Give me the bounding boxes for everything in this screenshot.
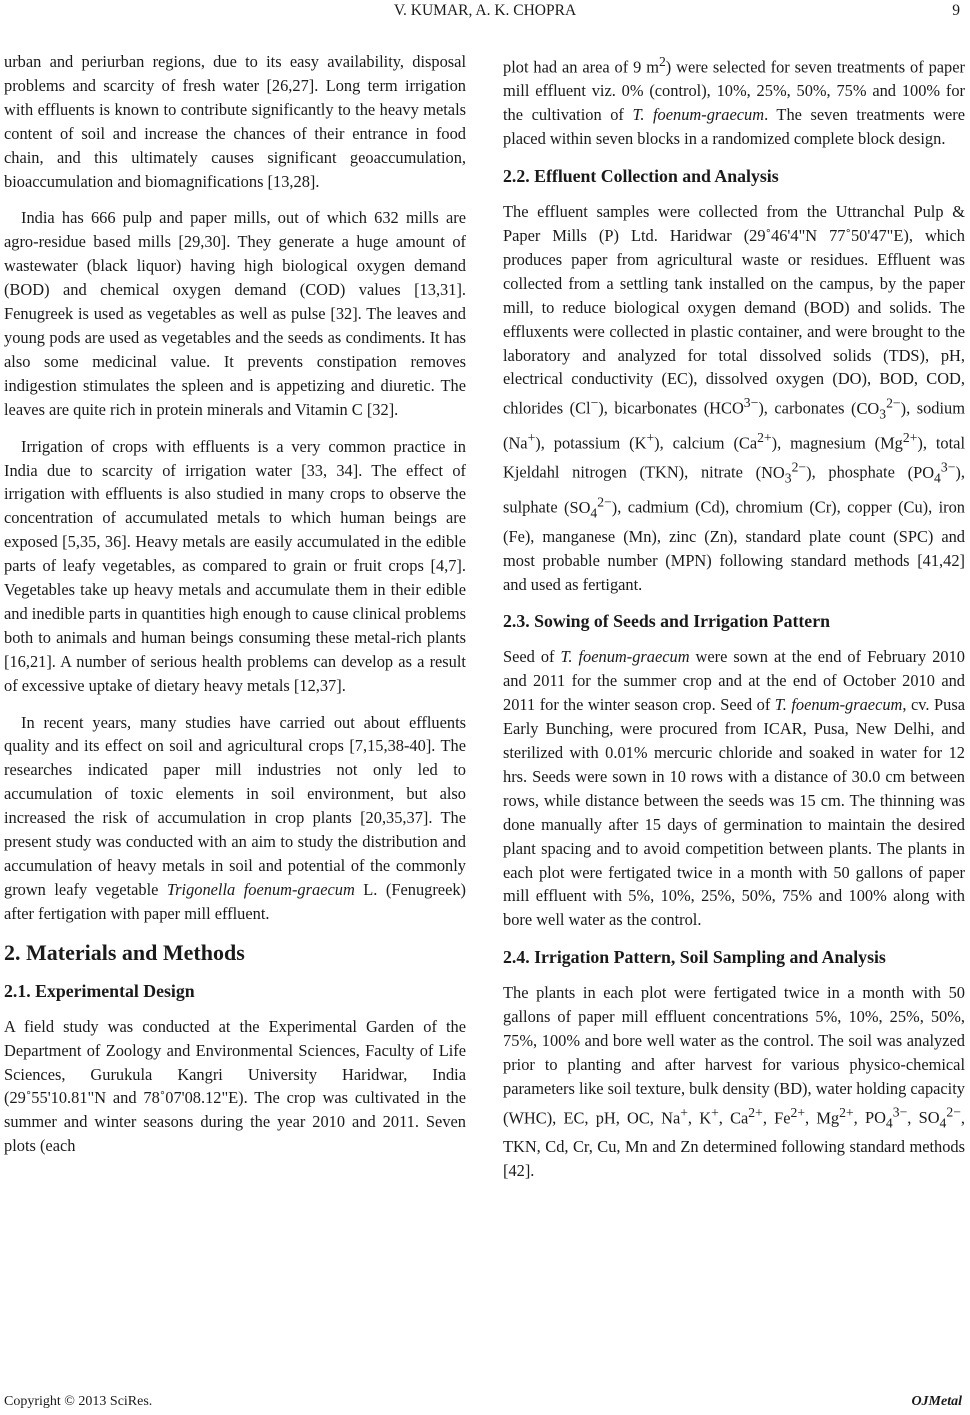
paragraph: India has 666 pulp and paper mills, out of which 632 mills are agro-residue based mills [29,30]. They generate a huge amount of wastewater (black liquor) having high biological oxygen demand (BOD) and chemical oxygen demand (COD) values [13,31]. Fenugreek is used as vegetables as well as pulse [32]. The leaves and young pods are used as vegetables and the seeds as condiments. It has also some medicinal value. It prevents constipation removes indigestion stimulates the spleen and is appetizing and diuretic. The leaves are quite rich in protein minerals and Vitamin C [32]. — [4, 208, 466, 419]
running-title: V. KUMAR, A. K. CHOPRA — [393, 2, 577, 19]
species-name: T. foenum-graecum — [774, 695, 903, 715]
subsection-heading: 2.3. Sowing of Seeds and Irrigation Pattern — [503, 611, 830, 632]
journal-name: OJMetal — [911, 1394, 962, 1409]
species-name: T. foenum-graecum — [632, 105, 765, 125]
formula-phosphate: $(PO_4^{3-})$ — [907, 459, 961, 486]
subsection-heading: 2.4. Irrigation Pattern, Soil Sampling and Analysis — [503, 947, 886, 968]
formula-sulphate: $(SO_4^{2-})$ — [564, 494, 618, 520]
species-name: Trigonella foenum-graecum — [166, 879, 355, 899]
section-heading: 2. Materials and Methods — [4, 939, 245, 965]
page-footer — [0, 1394, 970, 1415]
paragraph: Seed of T. foenum-graecum were sown at the end of February 2010 and 2011 for the summer crop and at the end of October 2010 and 2011 for the winter season crop. Seed of T. foenum-graecum, cv. Pusa Early Bunching, were procured from ICAR, Pusa, New Delhi, and sterilized with 0.01% mercuric chloride and soaked in water for 12 hrs. Seeds were sown in 10 rows with a distance of 30.0 cm between rows, while distance between the seeds was 15 cm. The thinning was done manually after 15 days of germination to maintain the desired plant spacing and to avoid competition between plants. The plants in each plot were fertigated twice in a month with 50 gallons of paper mill effluent with 5%, 10%, 25%, 50%, 75% and 100% along with bore well water as the control. — [503, 647, 966, 930]
paragraph: The plants in each plot were fertigated twice in a month with 50 gallons of paper mill effluent concentrations 5%, 10%, 25%, 50%, 75%, 100% and bore well water as the control. The soil was analyzed prior to planting and after harvest for various physico-chemical parameters like soil texture, bulk density (BD), water holding capacity (WHC), EC, pH, OC, Na+, K+, $Ca^{2+}$, $Fe^{2+}$, $Mg^{2+}$, $PO_4^{3-}$, $SO_4^{2-}$, TKN, Cd, Cr, Cu, Mn and Zn determined following standard methods [42]. — [503, 983, 966, 1181]
paragraph: The effluent samples were collected from the Uttranchal Pulp & Paper Mills (P) Ltd. Haridwar (29˚46'4"N 77˚50'47"E), which produces paper from agricultural waste or residues. Effluent was collected from a settling tank installed on the campus, by the paper mill, to reduce biological oxygen demand (BOD) and solids. The effluxents were collected in plastic container, and were brought to the laboratory and analyzed for total dissolved solids (TDS), pH, electrical conductivity (EC), dissolved oxygen (DO), BOD, COD, chlorides (Cl−), bicarbonates $(HCO^{3-})$, carbonates $(CO_3^{2-})$, sodium (Na+), potassium (K+), calcium $(Ca^{2+})$, magnesium $(Mg^{2+})$, total Kjeldahl nitrogen (TKN), nitrate $(NO_3^{2-})$, phosphate $(PO_4^{3-})$, sulphate $(SO_4^{2-})$, cadmium (Cd), chromium (Cr), copper (Cu), iron (Fe), manganese (Mn), zinc (Zn), standard plate count (SPC) and most probable number (MPN) following standard methods [41,42] and used as fertigant. — [503, 202, 966, 594]
subsection-heading: 2.2. Effluent Collection and Analysis — [503, 166, 779, 187]
paragraph: A field study was conducted at the Experimental Garden of the Department of Zoology and Environmental Sciences, Faculty of Life Sciences, Gurukula Kangri University Haridwar, India (29˚55'10.81"N and 78˚07'08.12"E). The crop was cultivated in the summer and winter seasons during the year 2010 and 2011. Seven plots (each — [4, 1016, 466, 1156]
copyright-notice: Copyright © 2013 SciRes. — [4, 1394, 153, 1409]
subsection-heading: 2.1. Experimental Design — [4, 980, 195, 1001]
species-name: T. foenum-graecum — [560, 647, 690, 667]
formula-carbonate: $(CO_3^{2-})$ — [851, 395, 907, 422]
page-number: 9 — [952, 2, 960, 19]
paragraph: Irrigation of crops with effluents is a very common practice in India due to scarcity of irrigation water [33, 34]. The effect of irrigation with effluents is also studied in many crops to observe the concentration of accumulated metals to which human beings are exposed [5,35, 36]. Heavy metals are easily accumulated in the edible parts of leafy vegetables, as compared to grain or fruit crops [4,7]. Vegetables take up heavy metals and accumulate them in their edible and inedible parts in quantities high enough to cause clinical problems both to animals and human beings consuming these metal-rich plants [16,21]. A number of serious health problems can develop as a result of excessive uptake of dietary heavy metals [12,37]. — [4, 436, 466, 695]
paragraph: plot had an area of 9 $m^2$) were selected for seven treatments of paper mill effluent viz. 0% (control), 10%, 25%, 50%, 75% and 100% for the cultivation of T. foenum-graecum. The seven treatments were placed within seven blocks in a randomized complete block design. — [503, 54, 966, 149]
left-column — [4, 50, 466, 1171]
page-header — [0, 0, 970, 24]
formula-nitrate: $(NO_3^{2-})$ — [755, 459, 812, 486]
right-column — [503, 50, 965, 1196]
formula-phosphate: $PO_4^{3-}$ — [864, 1104, 908, 1131]
paragraph: urban and periurban regions, due to its easy availability, disposal problems and scarcity of fresh water [26,27]. Long term irrigation with effluents is known to contribute significantly to the heavy metals content of soil and increase the chances of their entrance in food chain, and this ultimately causes significant geoaccumulation, bioaccumulation and biomagnifications [13,28]. — [4, 52, 466, 191]
formula-sulphate: $SO_4^{2-}$ — [918, 1104, 961, 1131]
paragraph: In recent years, many studies have carried out about effluents quality and its effect on soil and agricultural crops [7,15,38-40]. The researches indicated paper mill industries not only led to accumulation of toxic elements in soil environment, but also increased the risk of accumulation in crop plants [20,35,37]. The present study was conducted with an aim to study the distribution and accumulation of heavy metals in soil and potential of the commonly grown leafy vegetable Trigonella foenum-graecum L. (Fenugreek) after fertigation with paper mill effluent. — [4, 712, 466, 923]
